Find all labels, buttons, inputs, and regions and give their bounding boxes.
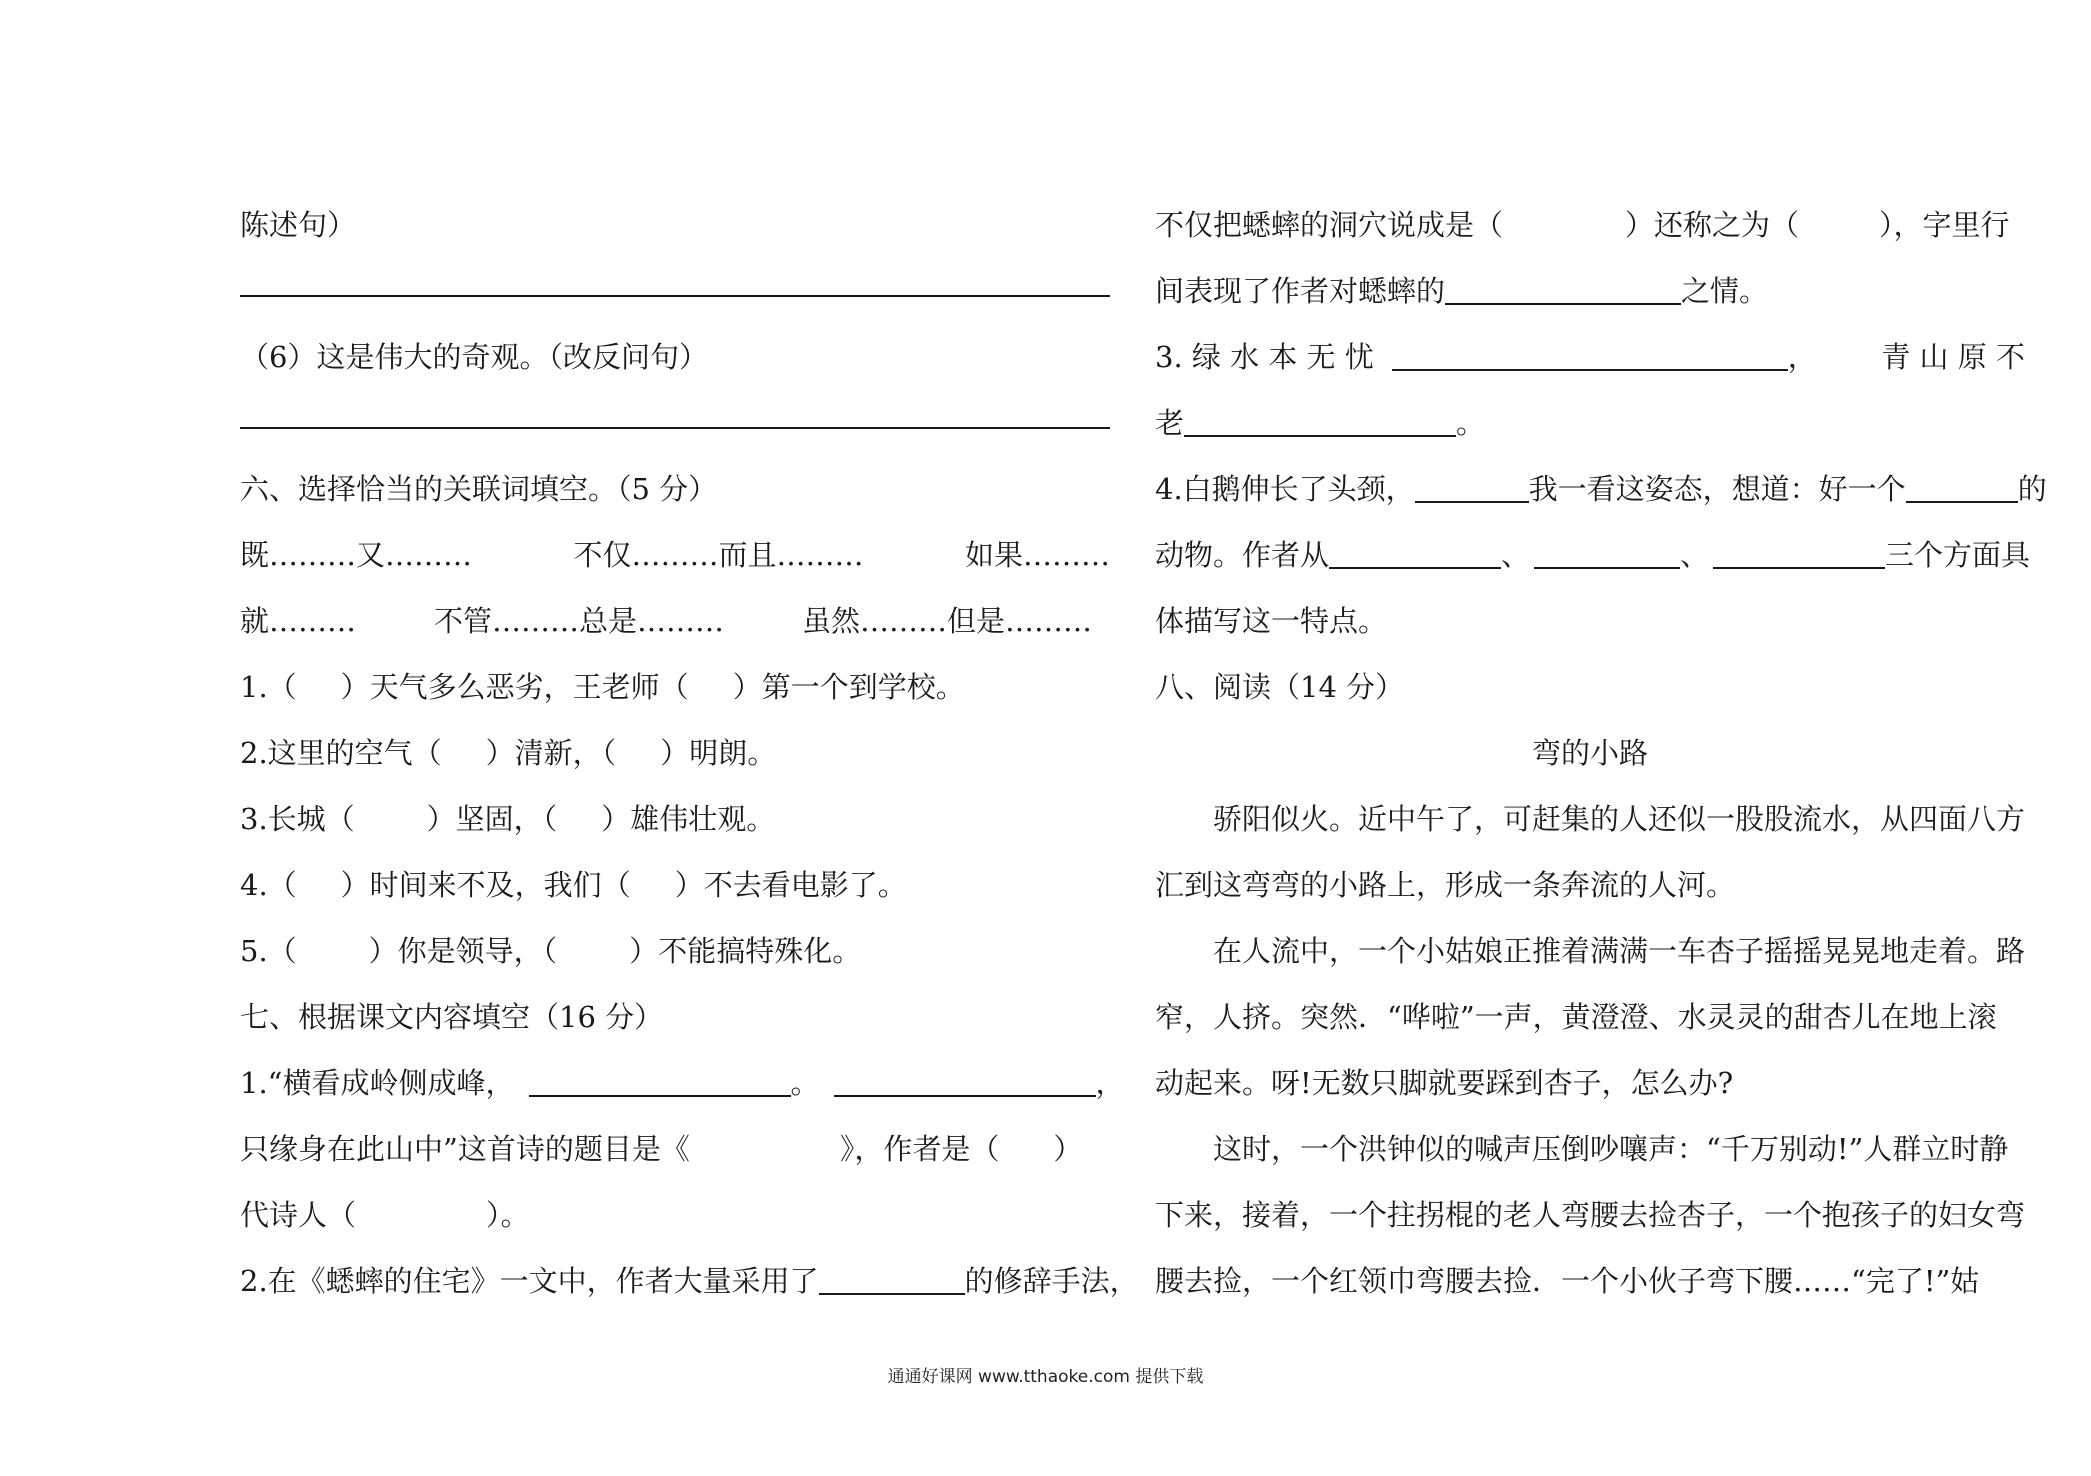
- passage-line: 下来，接着，一个拄拐棍的老人弯腰去捡杏子，一个抱孩子的妇女弯: [1155, 1198, 2026, 1232]
- question-6-2: 2.这里的空气（ ）清新，（ ）明朗。: [240, 736, 777, 770]
- question-7-4: 4.白鹅伸长了头颈， 我一看这姿态，想道：好一个 的: [1155, 472, 2047, 506]
- question-6-1: 1.（ ）天气多么恶劣，王老师（ ）第一个到学校。: [240, 670, 965, 704]
- left-column: [240, 192, 1139, 1314]
- fill-blank: [1445, 275, 1681, 305]
- fill-blank: [819, 1265, 965, 1295]
- passage-title: 弯的小路: [1531, 736, 1648, 770]
- fill-blank: [1906, 473, 2018, 503]
- passage-line: 窄，人挤。突然．“哗啦”一声，黄澄澄、水灵灵的甜杏儿在地上滚: [1155, 1000, 1997, 1034]
- passage-line: 腰去捡，一个红领巾弯腰去捡．一个小伙子弯下腰……“完了!”姑: [1155, 1264, 1980, 1298]
- passage-line: 汇到这弯弯的小路上，形成一条奔流的人河。: [1155, 868, 1736, 902]
- passage-line: 这时，一个洪钟似的喊声压倒吵嚷声：“千万别动!”人群立时静: [1213, 1132, 2009, 1166]
- option: 不管………总是………: [433, 604, 724, 638]
- section-6-title: 六、选择恰当的关联词填空。（5 分）: [240, 472, 718, 506]
- fill-blank: [1713, 539, 1885, 569]
- passage-line: 骄阳似火。近中午了，可赶集的人还似一股股流水，从四面八方: [1213, 802, 2026, 836]
- question-7-3: 3. 绿 水 本 无 忧 ， 青 山 原 不: [1155, 340, 2025, 374]
- option: 虽然………但是………: [801, 604, 1092, 638]
- conjunction-options-row: [240, 588, 1110, 654]
- fill-blank: [1329, 539, 1501, 569]
- fill-blank: [1534, 539, 1680, 569]
- page-footer: 通通好课网 www.tthaoke.com 提供下载: [887, 1367, 1204, 1387]
- fill-blank: [834, 1067, 1096, 1097]
- fill-blank: [529, 1067, 791, 1097]
- question-rhetorical: （6）这是伟大的奇观。（改反问句）: [240, 340, 708, 374]
- fill-blank: [1415, 473, 1529, 503]
- answer-line: [240, 258, 1110, 324]
- question-6-3: 3.长城（ ）坚固，（ ）雄伟壮观。: [240, 802, 776, 836]
- question-7-2-cont: 不仅把蟋蟀的洞穴说成是（ ）还称之为（ ），字里行: [1155, 208, 2010, 242]
- question-7-2-end: 间表现了作者对蟋蟀的 之情。: [1155, 274, 1769, 308]
- question-7-2: 2.在《蟋蟀的住宅》一文中，作者大量采用了 的修辞手法，: [240, 1264, 1139, 1298]
- question-7-1: 1.“横看成岭侧成峰， 。 ，: [240, 1066, 1125, 1100]
- section-7-title: 七、根据课文内容填空（16 分）: [240, 1000, 664, 1034]
- question-7-3-end: 老 。: [1155, 406, 1486, 440]
- fill-blank: [1184, 407, 1456, 437]
- line-statement: 陈述句）: [240, 208, 357, 242]
- fill-blank: [1392, 341, 1788, 371]
- question-7-1-poet: 代诗人（ ）。: [240, 1198, 530, 1232]
- passage-line: 动起来。呀!无数只脚就要踩到杏子，怎么办?: [1155, 1066, 1734, 1100]
- section-8-title: 八、阅读（14 分）: [1155, 670, 1405, 704]
- option: 不仅………而且………: [573, 538, 864, 572]
- right-column: [1155, 192, 2047, 1314]
- question-7-1-title: 只缘身在此山中”这首诗的题目是《 》，作者是（ ）: [240, 1132, 1083, 1166]
- question-6-5: 5.（ ）你是领导，（ ）不能搞特殊化。: [240, 934, 862, 968]
- question-7-4-aspects: 动物。作者从 、 、 三个方面具: [1155, 538, 2031, 572]
- passage-line: 在人流中，一个小姑娘正推着满满一车杏子摇摇晃晃地走着。路: [1213, 934, 2026, 968]
- option: 就………: [240, 604, 357, 638]
- question-6-4: 4.（ ）时间来不及，我们（ ）不去看电影了。: [240, 868, 907, 902]
- option: 既………又………: [240, 538, 473, 572]
- option: 如果………: [964, 538, 1110, 572]
- conjunction-options-row: [240, 522, 1110, 588]
- question-7-4-end: 体描写这一特点。: [1155, 604, 1388, 638]
- answer-line: [240, 390, 1110, 456]
